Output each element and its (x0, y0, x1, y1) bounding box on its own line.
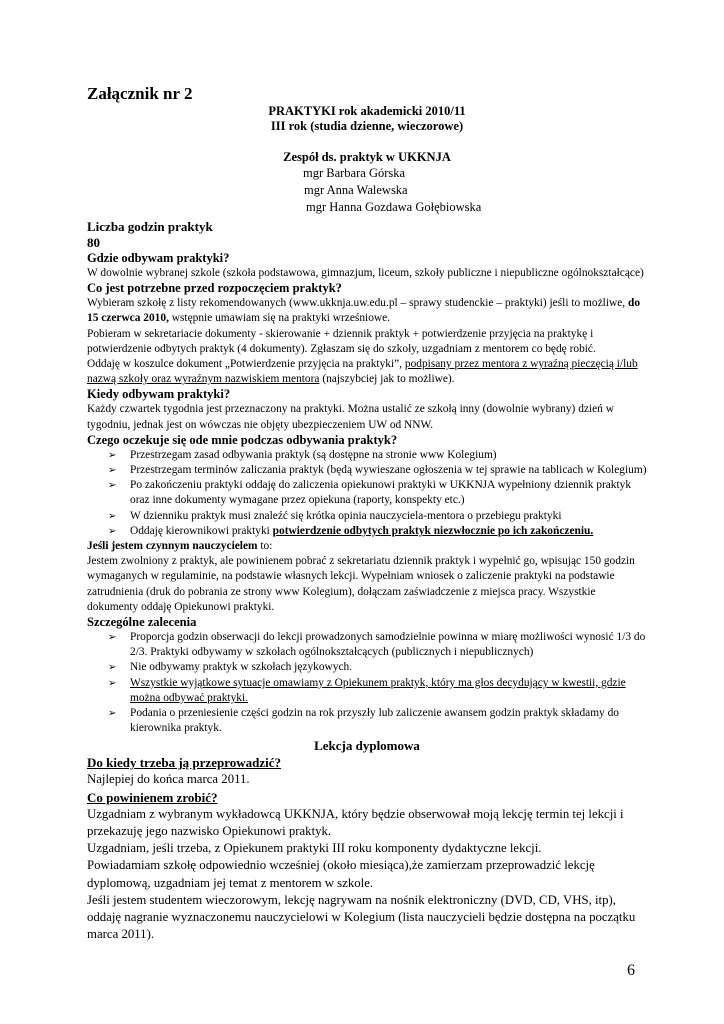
list-item (87, 660, 647, 675)
lesson-paragraph: Uzgadniam, jeśli trzeba, z Opiekunem praktyki III roku komponenty dydaktyczne lekcji. (87, 841, 542, 856)
expect-list (87, 448, 647, 539)
arrow-bullet-icon: ➢ (108, 465, 117, 477)
before-p3-tail: (najszybciej jak to możliwe). (319, 373, 455, 386)
list-item-text: Po zakończeniu praktyki oddaję do zaliczenia opiekunowi praktyki w UKKNJA wypełniony dziennik praktyk oraz inne dokumenty wymagane przez opiekuna (raporty, konspekty etc.) (130, 479, 632, 507)
team-member: mgr Anna Walewska (304, 183, 408, 197)
list-item-text: W dzienniku praktyk musi znaleźć się krótka opinia nauczyciela-mentora o przebiegu praktyki (130, 509, 562, 522)
list-item-text: Przestrzegam terminów zaliczania praktyk (będą wywieszane ogłoszenia w tej sprawie na tablicach w Kolegium) (130, 464, 647, 477)
list-item (87, 509, 647, 524)
mentor-signature-note: podpisany przez mentora z wyraźną pieczęcią i/lub nazwą szkoły oraz wyraźnym nazwiskiem mentora (87, 358, 638, 386)
page-content (87, 84, 647, 943)
before-p3-text: Oddaję w koszulce dokument „Potwierdzenie przyjęcia na praktyki”, (87, 358, 405, 371)
team-member: mgr Hanna Gozdawa Gołębiowska (306, 200, 482, 214)
arrow-bullet-icon: ➢ (108, 525, 117, 537)
list-item-text: Proporcja godzin obserwacji do lekcji prowadzonych samodzielnie powinna w miarę możliwości wynosić 1/3 do 2/3. Praktyki odbywamy w szkołach ogólnokształcących (publicznych i niepublicznych) (130, 631, 646, 659)
lesson-question-2: Co powinienem zrobić? (87, 789, 218, 805)
list-item-text: Przestrzegam zasad odbywania praktyk (są dostępne na stronie www Kolegium) (130, 448, 497, 461)
where-text: W dowolnie wybranej szkole (szkoła podstawowa, gimnazjum, liceum, szkoły publiczne i niepubliczne ogólnokształcące) (87, 267, 644, 279)
arrow-bullet-icon: ➢ (108, 449, 117, 461)
before-heading: Co jest potrzebne przed rozpoczęciem praktyk? (87, 281, 342, 296)
arrow-bullet-icon: ➢ (108, 480, 117, 492)
team-title: Zespół ds. praktyk w UKKNJA (283, 150, 451, 164)
arrow-bullet-icon: ➢ (108, 662, 117, 674)
team-member: mgr Barbara Górska (303, 166, 406, 180)
arrow-bullet-icon: ➢ (108, 632, 117, 644)
lesson-answer-1: Najlepiej do końca marca 2011. (87, 772, 250, 787)
where-heading: Gdzie odbywam praktyki? (87, 251, 230, 265)
list-item-emphasis: potwierdzenie odbytych praktyk niezwłocznie po ich zakończeniu. (272, 524, 594, 537)
hours-heading: Liczba godzin praktyk (87, 219, 213, 234)
teacher-text: Jestem zwolniony z praktyk, ale powinienem pobrać z sekretariatu dziennik praktyk i wypełnić go, wpisując 150 godzin wymaganych w regulaminie, na podstawie własnych lekcji. Wypełniam wniosek o zaliczenie praktyki na podstawie zatrudnienia (druk do pobrania ze strony www Kolegium), dołączam zaświadczenie z miejsca pracy. Wszystkie dokumenty oddaję Opiekunowi praktyki. (87, 555, 635, 613)
header-line-1: PRAKTYKI rok akademicki 2010/11 (268, 104, 466, 118)
list-item (87, 706, 647, 736)
list-item-text: Oddaję kierownikowi praktyki (130, 524, 273, 537)
before-p1-tail: wstępnie umawiam się na praktyki wrześniowe. (168, 312, 391, 325)
list-item-text: Nie odbywamy praktyk w szkołach językowych. (130, 661, 353, 674)
list-item (87, 676, 647, 706)
teacher-heading-tail: to: (257, 540, 273, 553)
list-item (87, 630, 647, 660)
attachment-title: Załącznik nr 2 (87, 84, 193, 103)
before-paragraph-1 (87, 296, 647, 326)
lesson-question-1: Do kiedy trzeba ją przeprowadzić? (87, 755, 282, 771)
list-item (87, 478, 647, 508)
teacher-heading-line (87, 539, 647, 554)
before-p1-text: Wybieram szkołę z listy rekomendowanych (www.ukknja.uw.edu.pl – sprawy studenckie – praktyki) jeśli to możliwe, (87, 297, 628, 310)
list-item (87, 448, 647, 463)
header-line-2: III rok (studia dzienne, wieczorowe) (270, 119, 464, 133)
deadline-text: do 15 czerwca 2010, (87, 297, 641, 325)
special-list (87, 630, 647, 736)
special-heading: Szczególne zalecenia (87, 615, 197, 630)
arrow-bullet-icon: ➢ (108, 677, 117, 689)
teacher-heading: Jeśli jestem czynnym nauczycielem (87, 540, 258, 553)
when-heading: Kiedy odbywam praktyki? (87, 387, 231, 402)
before-paragraph-2: Pobieram w sekretariacie dokumenty - skierowanie + dziennik praktyk + potwierdzenie przyjęcia na praktykę i potwierdzenie odbytych praktyk (4 dokumenty). Zgłaszam się do szkoły, uzgadniam z mentorem co będę robić. (87, 327, 596, 355)
lesson-paragraph: Uzgadniam z wybranym wykładowcą UKKNJA, który będzie obserwował moją lekcję termin tej lekcji i przekazuję jego nazwisko Opiekunowi praktyk. (87, 806, 624, 838)
arrow-bullet-icon: ➢ (108, 510, 117, 522)
arrow-bullet-icon: ➢ (108, 708, 117, 720)
lesson-heading: Lekcja dyplomowa (314, 738, 420, 754)
list-item-text: Wszystkie wyjątkowe sytuacje omawiamy z Opiekunem praktyk, który ma głos decydujący w kwestii, gdzie można odbywać praktyki. (130, 676, 626, 704)
expect-heading: Czego oczekuje się ode mnie podczas odbywania praktyk? (87, 432, 398, 447)
when-text: Każdy czwartek tygodnia jest przeznaczony na praktyki. Można ustalić ze szkołą inny (dowolnie wybrany) dzień w tygodniu, jednak jest on wówczas nie objęty ubezpieczeniem UW od NNW. (87, 403, 614, 431)
list-item (87, 524, 647, 539)
page-number: 6 (627, 962, 635, 979)
lesson-paragraph: Jeśli jestem studentem wieczorowym, lekcję nagrywam na nośnik elektroniczny (DVD, CD, VHS, itp), oddaję nagranie wyznaczonemu nauczycielowi w Kolegium (lista nauczycieli będzie dostępna na początku marca 2011). (87, 892, 636, 942)
lesson-paragraph: Powiadamiam szkołę odpowiednio wcześniej (około miesiąca),że zamierzam przeprowadzić lekcję dyplomową, uzgadniam jej temat z mentorem w szkole. (87, 858, 595, 890)
list-item (87, 463, 647, 478)
hours-value: 80 (87, 235, 100, 250)
before-paragraph-3 (87, 357, 647, 387)
list-item-text: Podania o przeniesienie części godzin na rok przyszły lub zaliczenie awansem godzin praktyk składamy do kierownika praktyk. (130, 707, 619, 735)
